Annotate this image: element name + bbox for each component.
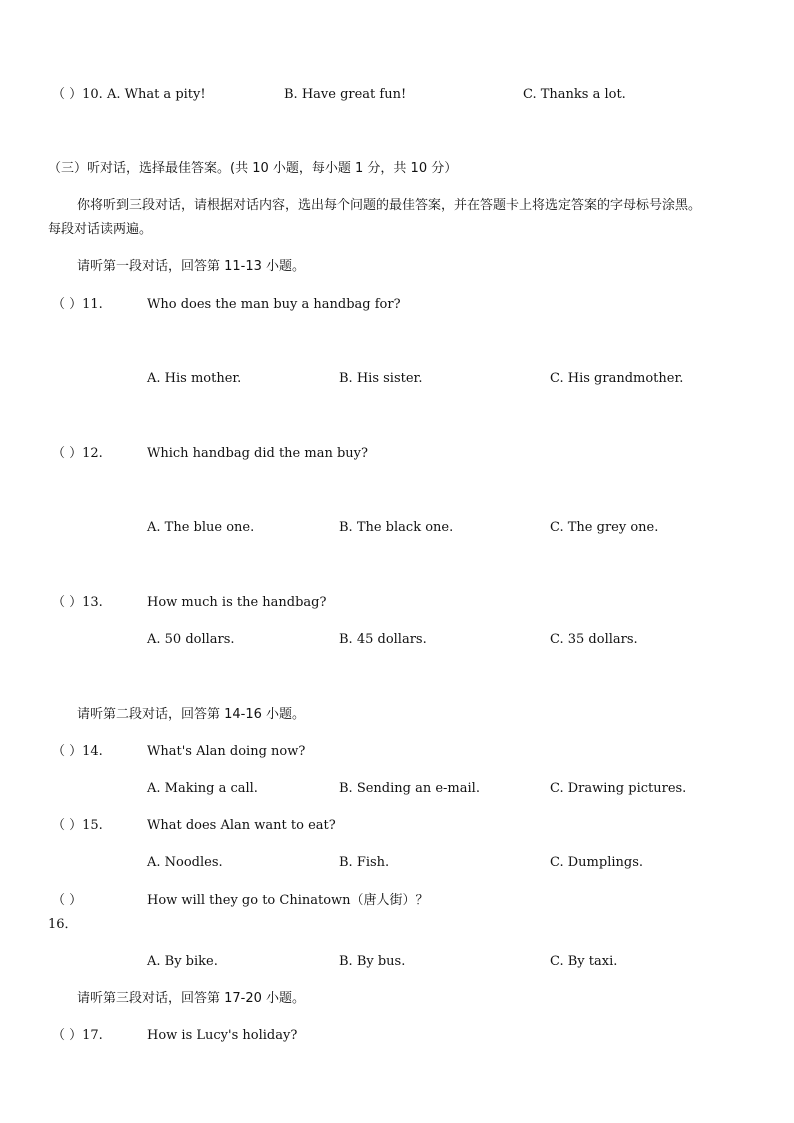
dialogue-2-intro: 请听第二段对话，回答第 14-16 小题。 — [77, 707, 306, 722]
q15-option-a: A. Noodles. — [147, 855, 223, 870]
q11-option-c: C. His grandmother. — [550, 371, 684, 386]
q11-text: Who does the man buy a handbag for? — [147, 297, 401, 312]
q12-option-b: B. The black one. — [339, 520, 454, 535]
q16-paren: （ ） — [52, 893, 83, 908]
q13-option-b: B. 45 dollars. — [339, 632, 427, 647]
q14-text: What's Alan doing now? — [147, 744, 306, 759]
q15-option-c: C. Dumplings. — [550, 855, 644, 870]
q16-option-a: A. By bike. — [147, 954, 218, 969]
instruction-line-2: 每段对话读两遍。 — [48, 222, 153, 237]
q13-option-c: C. 35 dollars. — [550, 632, 638, 647]
q16-option-c: C. By taxi. — [550, 954, 618, 969]
q11-option-b: B. His sister. — [339, 371, 423, 386]
q13-number: （ ）13. — [52, 595, 103, 610]
q10-option-c: C. Thanks a lot. — [523, 87, 626, 102]
instruction-line-1: 你将听到三段对话，请根据对话内容，选出每个问题的最佳答案，并在答题卡上将选定答案的字母标号涂黑。 — [77, 198, 702, 213]
section-heading: （三）听对话，选择最佳答案。(共 10 小题，每小题 1 分，共 10 分） — [48, 161, 458, 176]
q16-option-b: B. By bus. — [339, 954, 406, 969]
q14-option-a: A. Making a call. — [147, 781, 258, 796]
q16-number: 16． — [48, 917, 78, 932]
q14-option-c: C. Drawing pictures. — [550, 781, 687, 796]
q15-option-b: B. Fish. — [339, 855, 390, 870]
q11-option-a: A. His mother. — [147, 371, 242, 386]
dialogue-1-intro: 请听第一段对话，回答第 11-13 小题。 — [77, 259, 306, 274]
dialogue-3-intro: 请听第三段对话，回答第 17-20 小题。 — [77, 991, 306, 1006]
q13-option-a: A. 50 dollars. — [147, 632, 235, 647]
q13-text: How much is the handbag? — [147, 595, 327, 610]
q15-number: （ ）15. — [52, 818, 103, 833]
q12-option-c: C. The grey one. — [550, 520, 659, 535]
q11-number: （ ）11. — [52, 297, 103, 312]
q12-option-a: A. The blue one. — [147, 520, 255, 535]
q12-text: Which handbag did the man buy? — [147, 446, 368, 461]
q12-number: （ ）12. — [52, 446, 103, 461]
q14-number: （ ）14. — [52, 744, 103, 759]
q10-option-b: B. Have great fun! — [284, 87, 407, 102]
q10-number: （ ）10. A. What a pity! — [52, 87, 206, 102]
q17-number: （ ）17. — [52, 1028, 103, 1043]
q15-text: What does Alan want to eat? — [147, 818, 336, 833]
q14-option-b: B. Sending an e-mail. — [339, 781, 480, 796]
q17-text: How is Lucy's holiday? — [147, 1028, 298, 1043]
q16-text: How will they go to Chinatown（唐人街）？ — [147, 893, 429, 908]
